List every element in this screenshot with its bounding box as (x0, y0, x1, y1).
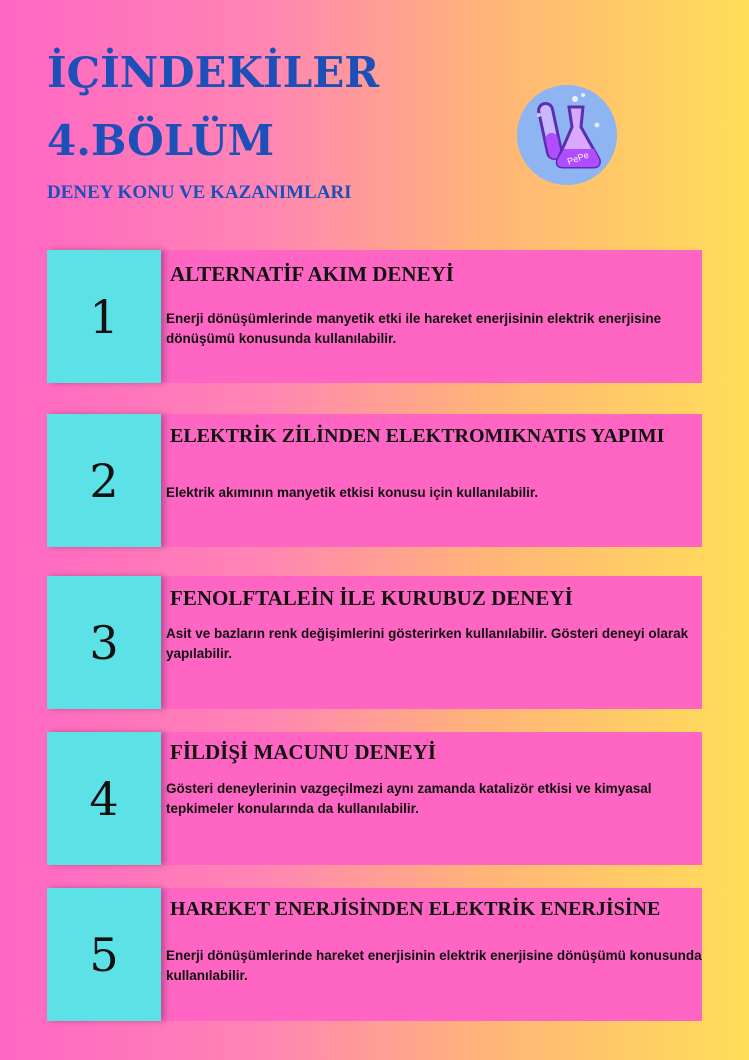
item-title: ALTERNATİF AKIM DENEYİ (170, 262, 454, 286)
item-title: HAREKET ENERJİSİNDEN ELEKTRİK ENERJİSİNE (170, 898, 661, 920)
item-description: Elektrik akımının manyetik etkisi konusu için kullanılabilir. (166, 485, 539, 500)
item-description: Gösteri deneylerinin vazgeçilmezi aynı zamanda katalizör etkisi ve kimyasal tepkimeler konularında da kullanılabilir. (166, 781, 652, 816)
logo-text: PePe (565, 149, 591, 167)
item-title: FİLDİŞİ MACUNU DENEYİ (170, 740, 437, 764)
number-box (47, 414, 161, 547)
toc-item-4 (47, 732, 702, 865)
number-box (47, 732, 161, 865)
item-number: 1 (89, 289, 119, 344)
item-number: 4 (89, 771, 119, 826)
toc-item-5 (47, 888, 702, 1021)
item-number: 3 (89, 615, 119, 670)
item-title: FENOLFTALEİN İLE KURUBUZ DENEYİ (170, 586, 573, 610)
chapter-title: 4.BÖLÜM (47, 116, 275, 165)
number-box (47, 250, 161, 383)
item-number: 5 (89, 927, 119, 982)
item-title: ELEKTRİK ZİLİNDEN ELEKTROMIKNATIS YAPIMI (170, 425, 665, 447)
flask-icon (517, 85, 617, 185)
toc-item-3 (47, 576, 702, 709)
page-subtitle: DENEY KONU VE KAZANIMLARI (47, 182, 352, 203)
page-title: İÇİNDEKİLER (47, 48, 380, 97)
toc-item-2 (47, 414, 702, 547)
item-description: Asit ve bazların renk değişimlerini gösterirken kullanılabilir. Gösteri deneyi olarak yapılabilir. (166, 626, 689, 661)
item-description: Enerji dönüşümlerinde hareket enerjisinin elektrik enerjisine dönüşümü konusunda kullanılabilir. (166, 948, 702, 983)
number-box (47, 576, 161, 709)
logo (517, 85, 617, 185)
number-box (47, 888, 161, 1021)
item-description: Enerji dönüşümlerinde manyetik etki ile hareket enerjisinin elektrik enerjisine dönüşümü konusunda kullanılabilir. (166, 311, 662, 346)
toc-item-1 (47, 250, 702, 383)
item-number: 2 (89, 453, 119, 508)
